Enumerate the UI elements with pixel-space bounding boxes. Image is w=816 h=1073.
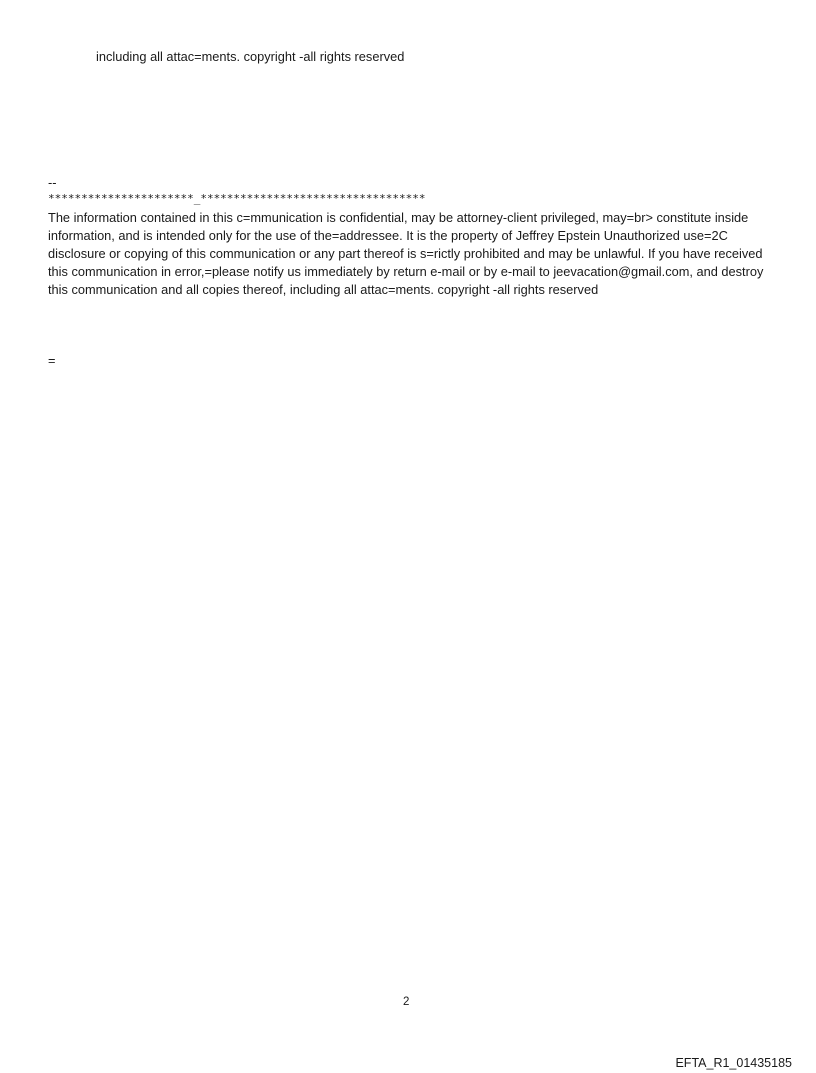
signature-separator: --	[48, 175, 57, 190]
document-id: EFTA_R1_01435185	[675, 1056, 792, 1070]
page-number: 2	[403, 996, 410, 1008]
confidentiality-disclaimer: The information contained in this c=mmunication is confidential, may be attorney-client privileged, may=br> constitute inside information, and is intended only for the use of the=addressee. It is the property of Jeffrey Epstein Unauthorized use=2C disclosure or copying of this communication or any part thereof is s=rictly prohibited and may be unlawful. If you have received this communication in error,=please notify us immediately by return e-mail or by e-mail to jeevacation@gmail.com, and destroy this communication and all copies thereof, including all attac=ments. copyright -all rights reserved	[48, 210, 764, 297]
signature-stars-line: **********************_**********************************	[48, 192, 426, 205]
equals-mark: =	[48, 353, 56, 368]
top-text-line: including all attac=ments. copyright -all rights reserved	[96, 49, 405, 64]
